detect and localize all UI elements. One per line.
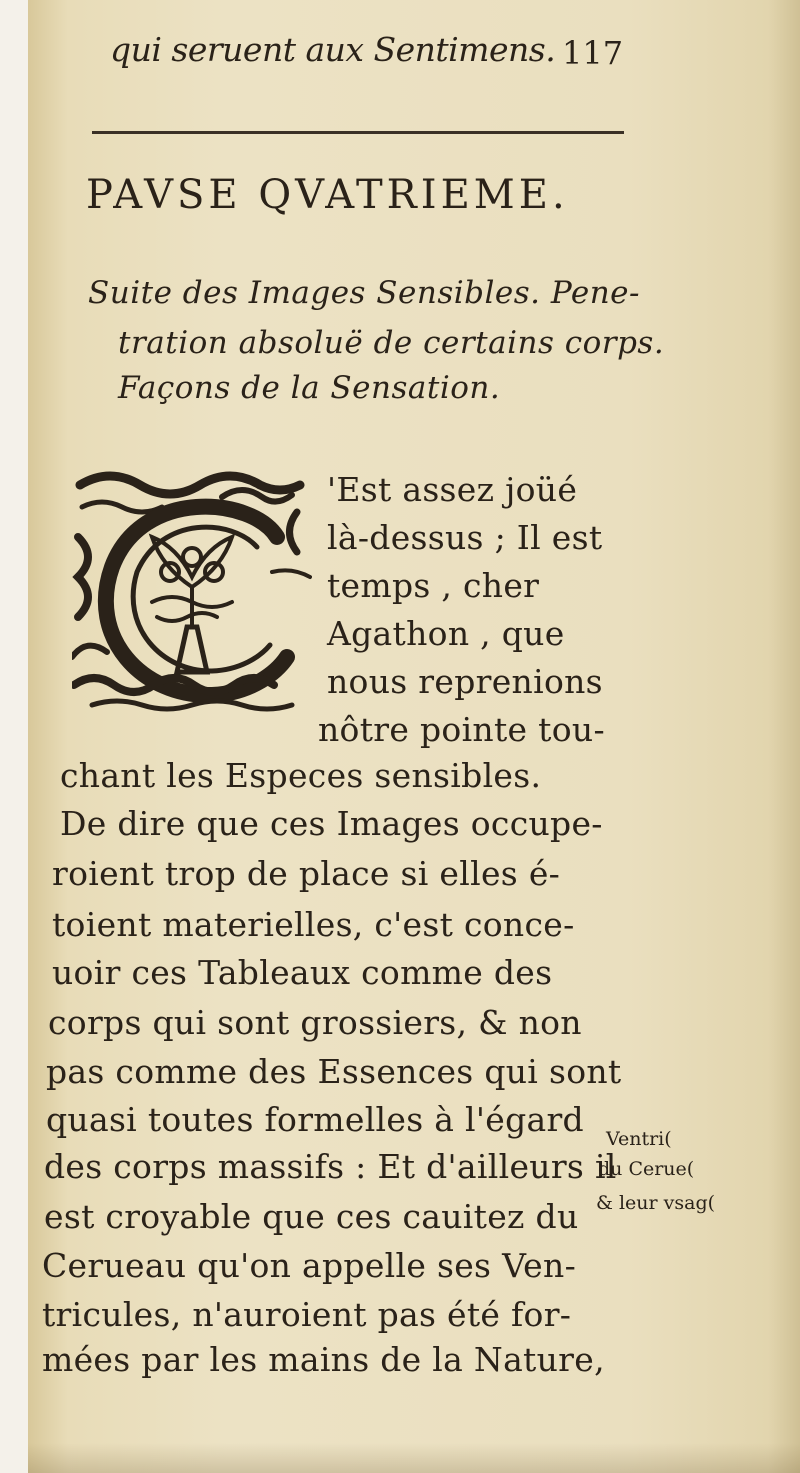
body-text-line: temps , cher: [327, 566, 540, 605]
margin-note-line: Ventri(: [606, 1128, 672, 1150]
body-text-line: Cerueau qu'on appelle ses Ven-: [42, 1246, 577, 1285]
body-text-line: corps qui sont grossiers, & non: [48, 1003, 582, 1042]
body-text-line: nôtre pointe tou-: [318, 710, 605, 749]
body-text-line: toient materielles, c'est conce-: [52, 905, 575, 944]
running-head: qui seruent aux Sentimens.: [110, 30, 556, 69]
chapter-summary-line: Façons de la Sensation.: [118, 370, 501, 406]
body-text-line: quasi toutes formelles à l'égard: [46, 1100, 584, 1139]
decorated-initial-c: [72, 467, 312, 719]
body-text-line: est croyable que ces cauitez du: [44, 1197, 579, 1236]
header-rule: [92, 131, 624, 134]
body-text-line: mées par les mains de la Nature,: [42, 1340, 605, 1379]
body-text-line: chant les Especes sensibles.: [60, 756, 542, 795]
body-text-line: là-dessus ; Il est: [327, 518, 603, 557]
body-text-line: uoir ces Tableaux comme des: [52, 953, 553, 992]
body-text-line: nous reprenions: [327, 662, 603, 701]
body-text-line: De dire que ces Images occupe-: [60, 804, 603, 843]
chapter-summary-line: tration absoluë de certains corps.: [118, 325, 665, 361]
body-text-line: roient trop de place si elles é-: [52, 854, 561, 893]
body-text-line: des corps massifs : Et d'ailleurs il: [44, 1147, 617, 1186]
body-text-line: pas comme des Essences qui sont: [46, 1052, 622, 1091]
body-text-line: Agathon , que: [327, 614, 565, 653]
body-text-line: 'Est assez joüé: [327, 470, 578, 509]
margin-note-line: & leur vsag(: [596, 1192, 716, 1214]
chapter-summary-line: Suite des Images Sensibles. Pene-: [88, 275, 640, 311]
margin-note-line: du Cerue(: [598, 1158, 695, 1180]
page-number: 117: [562, 34, 624, 72]
chapter-title: PAVSE QVATRIEME.: [86, 172, 569, 218]
body-text-line: tricules, n'auroient pas été for-: [42, 1295, 572, 1334]
